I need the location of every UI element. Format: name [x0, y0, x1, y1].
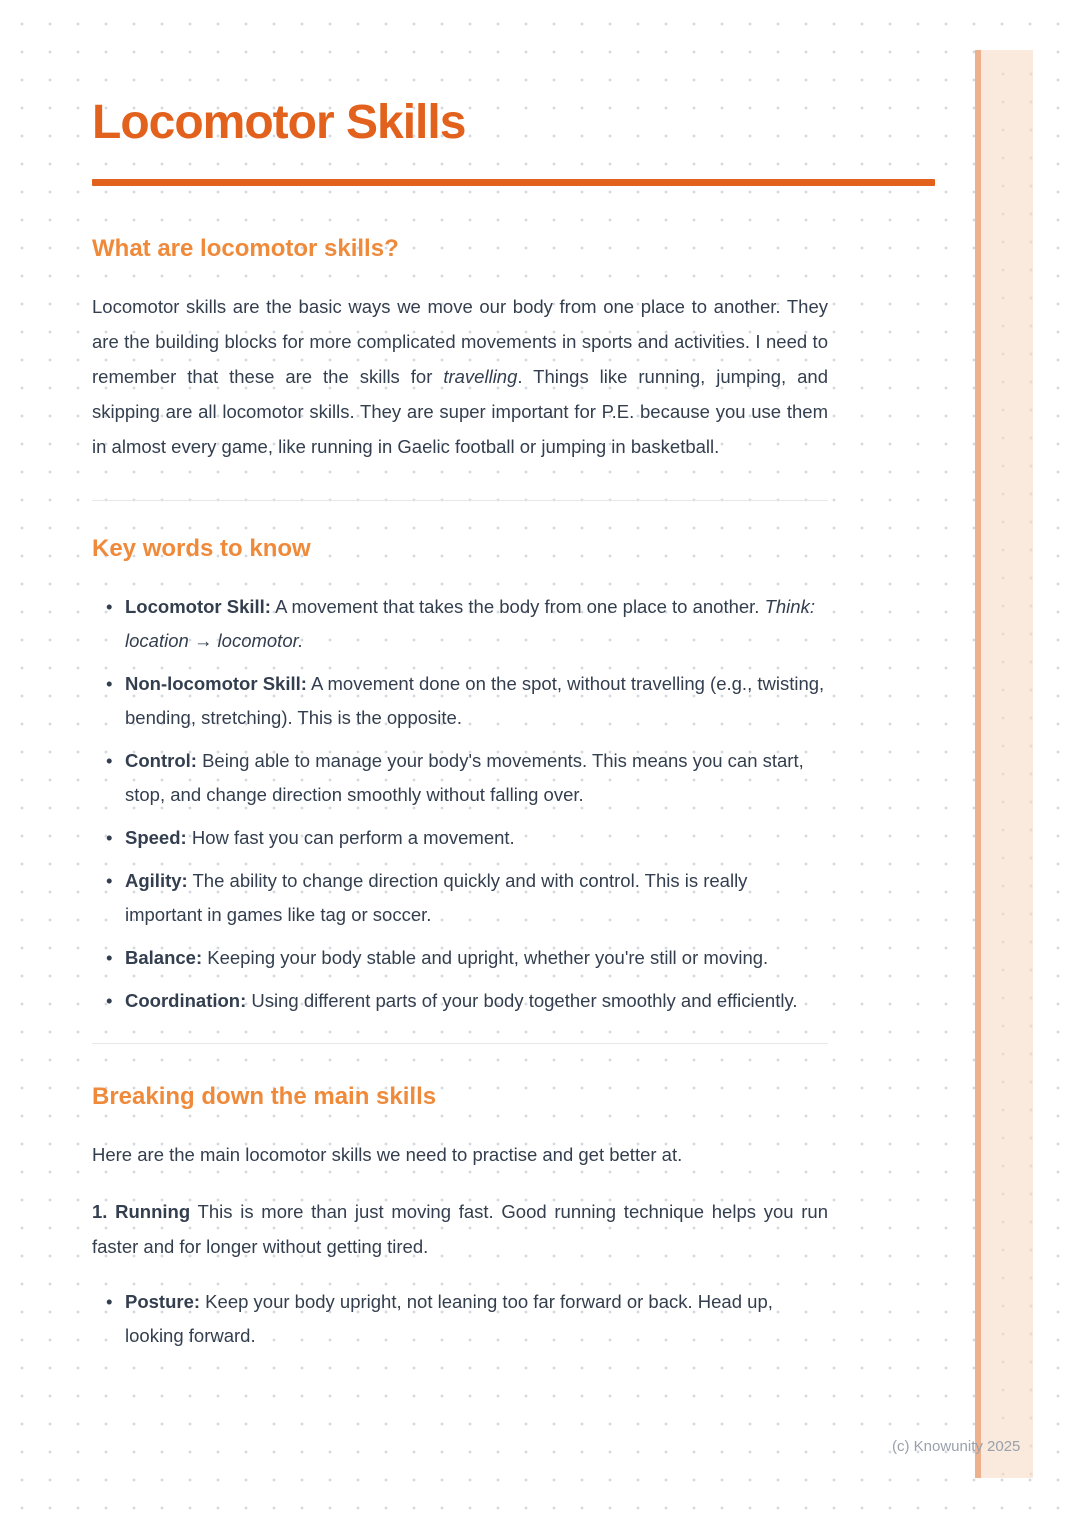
list-item-text [125, 1285, 828, 1353]
list-item-text [125, 821, 828, 855]
bullet-icon: • [106, 990, 113, 1012]
watermark: (c) Knowunity 2025 [892, 1438, 1021, 1455]
section-divider [92, 1043, 828, 1044]
keyword-italic-note: Think: location → locomotor. [125, 596, 815, 652]
keyword-definition: Keeping your body stable and upright, whether you're still or moving. [202, 947, 769, 969]
keyword-definition: Being able to manage your body's movements. This means you can start, stop, and change direction smoothly without falling over. [125, 750, 804, 806]
bullet-icon: • [106, 596, 113, 618]
intro-italic-word: travelling [443, 366, 518, 388]
keyword-term: Agility: [125, 870, 188, 892]
section-what-are-locomotor-skills [92, 234, 935, 464]
section-heading-breakdown: Breaking down the main skills [92, 1083, 437, 1111]
running-text: This is more than just moving fast. Good running technique helps you run faster and for longer without getting tired. [92, 1200, 828, 1257]
list-item-text [125, 984, 828, 1018]
running-label: 1. Running [92, 1200, 191, 1222]
intro-text-before: Locomotor skills are the basic ways we move our body from one place to another. They are the building blocks for more complicated movements in sports and activities. I need to remember that these are the skills for [92, 296, 828, 388]
keyword-definition: A movement that takes the body from one place to another. [270, 596, 765, 618]
section-heading-keywords: Key words to know [92, 535, 311, 563]
bullet-icon: • [106, 673, 113, 695]
keyword-definition: Using different parts of your body together smoothly and efficiently. [246, 990, 798, 1012]
keyword-term: Posture: [125, 1290, 201, 1312]
keyword-term: Balance: [125, 947, 203, 969]
keyword-term: Coordination: [125, 990, 247, 1012]
list-item-posture [106, 1285, 828, 1353]
section-heading-what: What are locomotor skills? [92, 234, 399, 262]
list-item-text [125, 667, 828, 735]
keyword-term: Non-locomotor Skill: [125, 673, 307, 695]
list-item-text [125, 864, 828, 932]
page-title: Locomotor Skills [92, 96, 466, 149]
list-item-agility [106, 864, 828, 932]
section-key-words [92, 534, 935, 1018]
keyword-definition: The ability to change direction quickly and with control. This is really important in games like tag or soccer. [125, 870, 748, 926]
bullet-icon: • [106, 870, 113, 892]
intro-text-after: . Things like running, jumping, and skipping are all locomotor skills. They are super important for P.E. because you use them in almost every game, like running in Gaelic football or jumping in basketball. [92, 366, 828, 458]
list-item-locomotor-skill [106, 590, 828, 658]
keyword-definition: A movement done on the spot, without travelling (e.g., twisting, bending, stretching). This is the opposite. [125, 673, 825, 729]
intro-paragraph [92, 289, 828, 464]
keyword-definition: How fast you can perform a movement. [186, 827, 515, 849]
running-paragraph [92, 1194, 828, 1264]
keyword-list [92, 590, 828, 1018]
list-item-text [125, 744, 828, 812]
list-item-coordination [106, 984, 828, 1018]
breakdown-intro: Here are the main locomotor skills we need to practise and get better at. [92, 1143, 683, 1165]
title-underline-rule [92, 179, 935, 186]
keyword-term: Locomotor Skill: [125, 596, 271, 618]
list-item-text [125, 941, 828, 975]
section-breaking-down [92, 1082, 935, 1352]
bullet-icon: • [106, 947, 113, 969]
running-detail-list [92, 1285, 828, 1353]
keyword-term: Control: [125, 750, 197, 772]
section-divider [92, 500, 828, 501]
keyword-definition: Keep your body upright, not leaning too far forward or back. Head up, looking forward. [125, 1290, 773, 1346]
list-item-control [106, 744, 828, 812]
list-item-balance [106, 941, 828, 975]
list-item-speed [106, 821, 828, 855]
bullet-icon: • [106, 827, 113, 849]
document-content [92, 0, 935, 1353]
bullet-icon: • [106, 1290, 113, 1312]
keyword-term: Speed: [125, 827, 187, 849]
list-item-text [125, 590, 828, 658]
right-margin-strip [975, 50, 1033, 1478]
list-item-non-locomotor-skill [106, 667, 828, 735]
bullet-icon: • [106, 750, 113, 772]
